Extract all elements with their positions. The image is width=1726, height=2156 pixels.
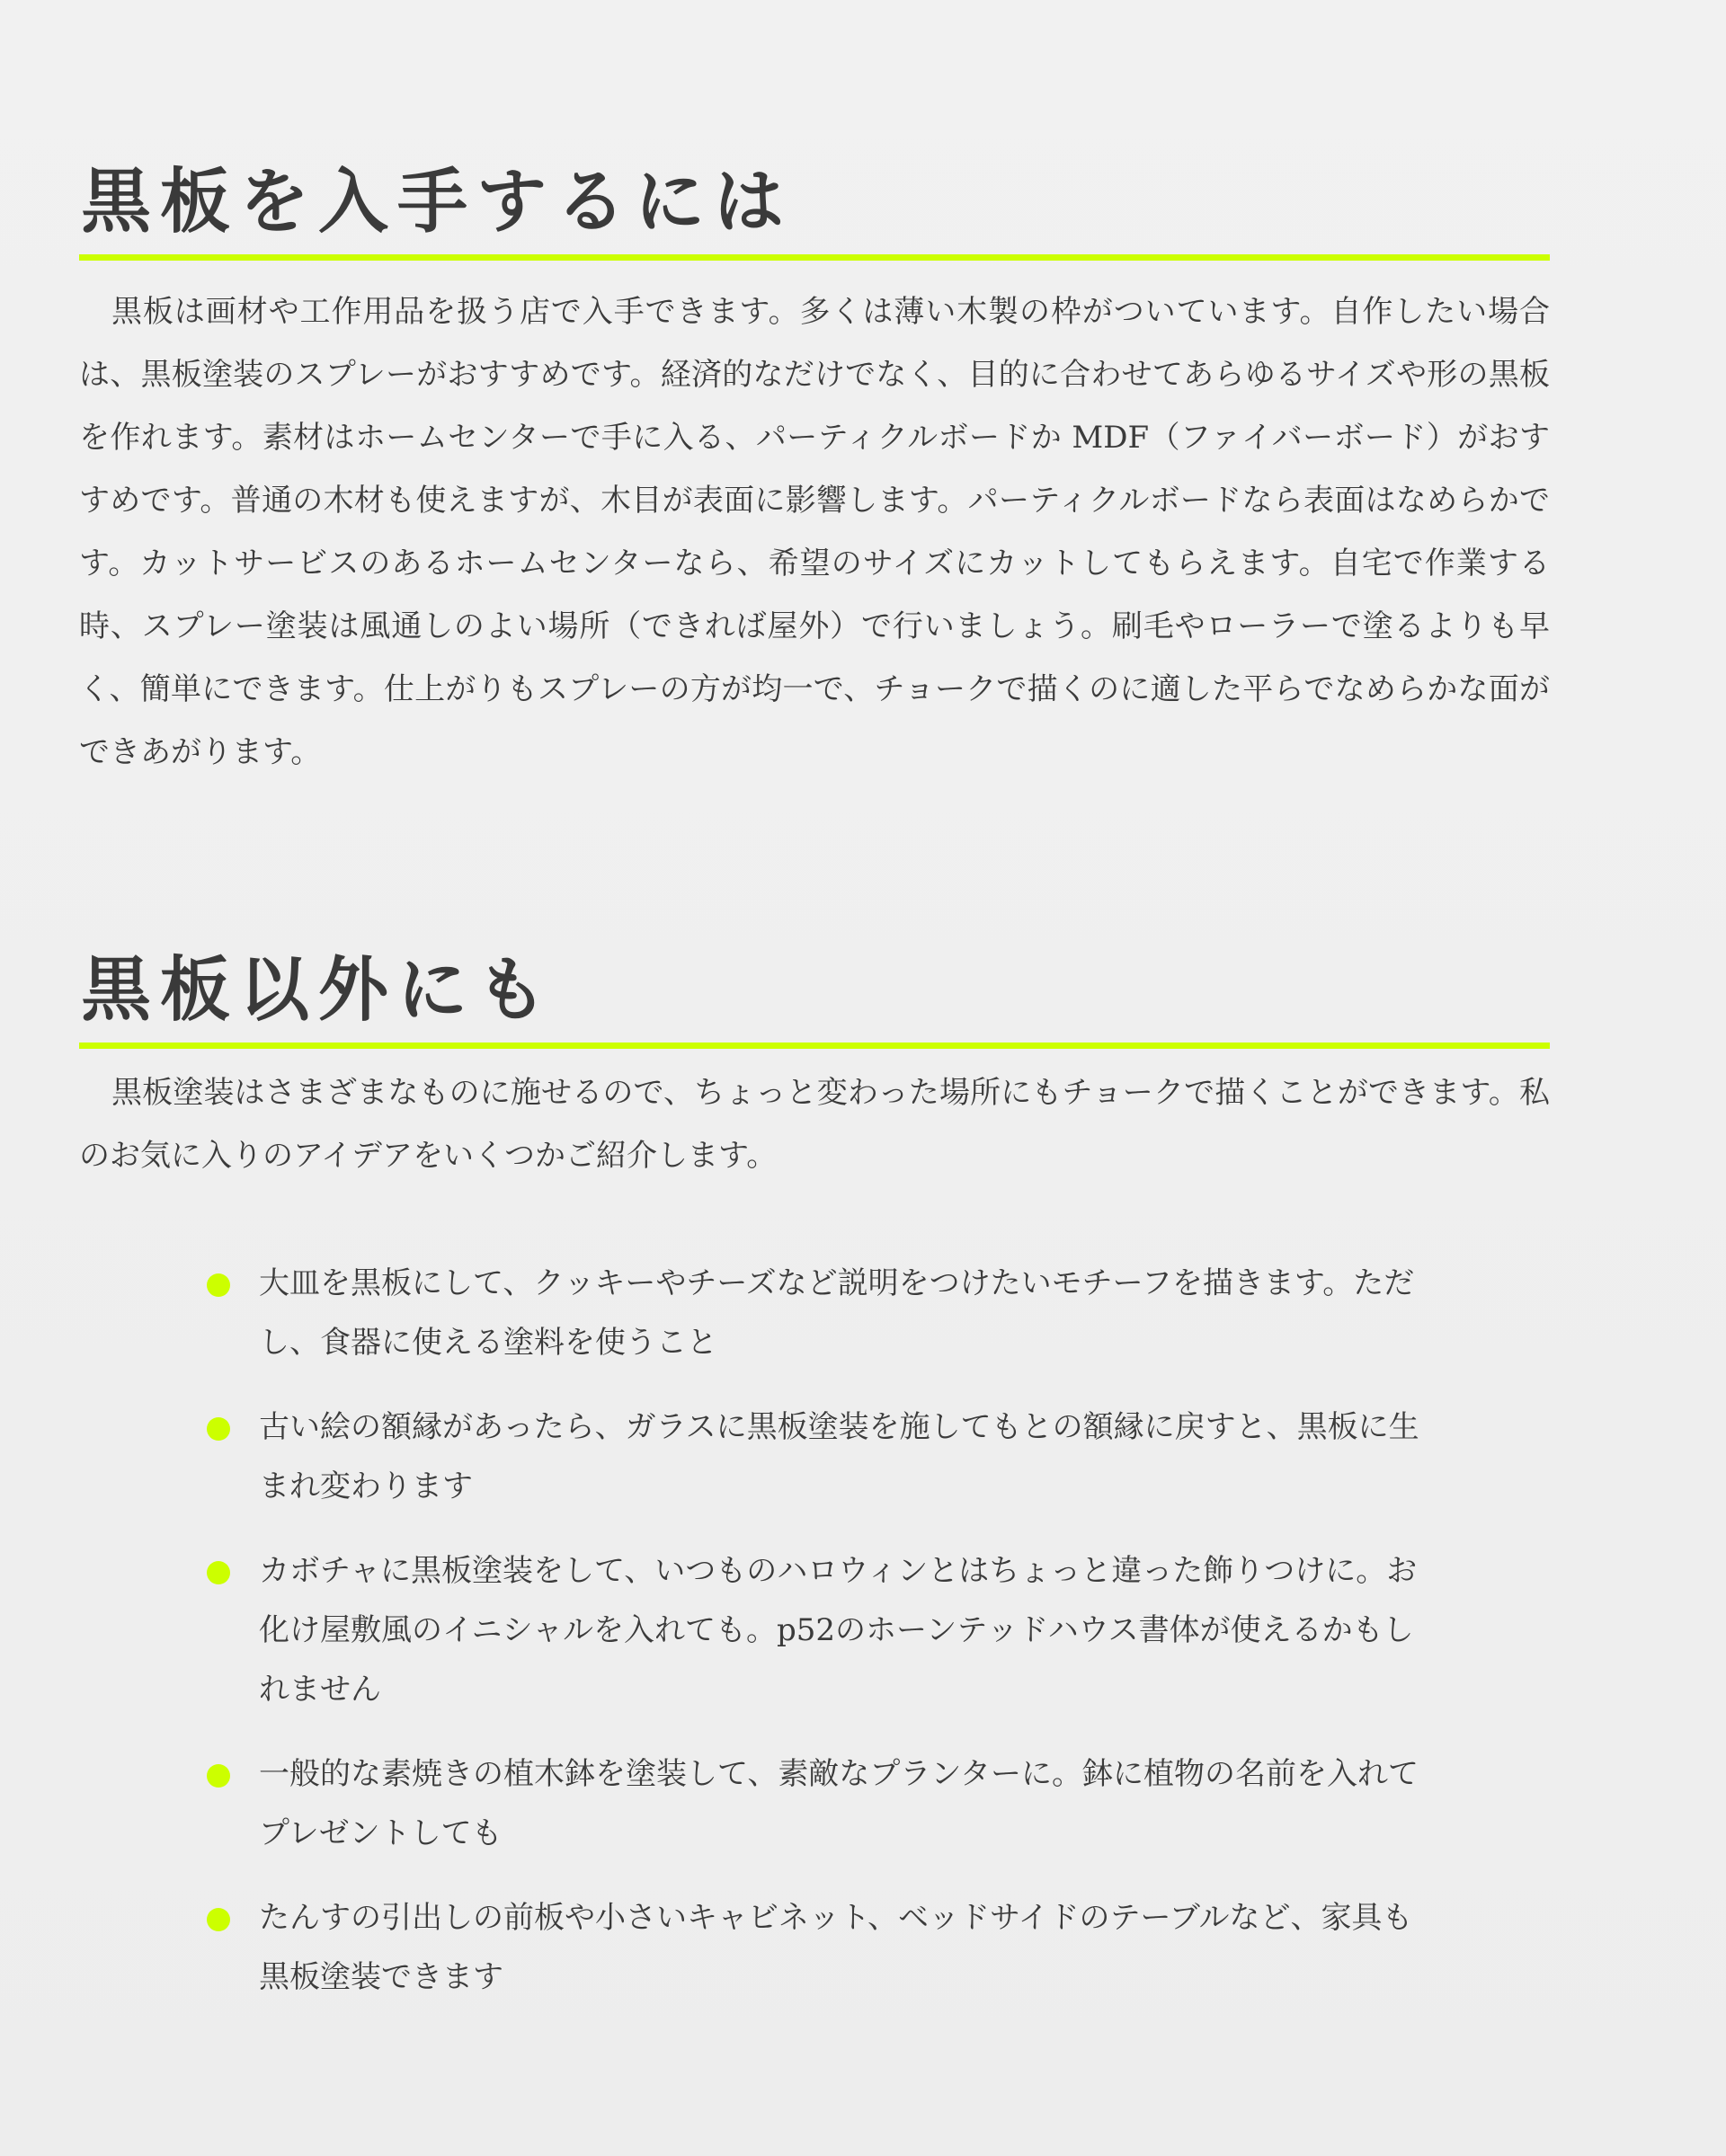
section-heading: 黒板以外にも [81,950,556,1031]
list-item-text: 古い絵の額縁があったら、ガラスに黒板塗装を施してもとの額縁に戻すと、黒板に生まれ変わります [259,1409,1419,1504]
section-obtaining-blackboard [79,157,1550,784]
section-other-than-blackboard [79,945,1550,1187]
list-item [207,1397,1438,1516]
section-paragraph: 黒板は画材や工作用品を扱う店で入手できます。多くは薄い木製の枠がついています。自作したい場合は、黒板塗装のスプレーがおすすめです。経済的なだけでなく、目的に合わせてあらゆるサイズや形の黒板を作れます。素材はホームセンターで手に入る、パーティクルボードか MDF（ファイバーボード）がおすすめです。普通の木材も使えますが、木目が表面に影響します。パーティクルボードなら表面はなめらかです。カットサービスのあるホームセンターなら、希望のサイズにカットしてもらえます。自宅で作業する時、スプレー塗装は風通しのよい場所（できれば屋外）で行いましょう。刷毛やローラーで塗るよりも早く、簡単にできます。仕上がりもスプレーの方が均一で、チョークで描くのに適した平らでなめらかな面ができあがります。 [79,294,1550,770]
bullet-dot-icon [207,1273,230,1297]
list-item-text: カボチャに黒板塗装をして、いつものハロウィンとはちょっと違った飾りつけに。お化け屋敷風のイニシャルを入れても。p52のホーンテッドハウス書体が使えるかもしれません [259,1553,1418,1708]
list-item-text: 一般的な素焼きの植木鉢を塗装して、素敵なプランターに。鉢に植物の名前を入れてプレゼントしても [259,1756,1419,1851]
bullet-dot-icon [207,1561,230,1584]
list-item [207,1888,1438,2007]
idea-list [207,1254,1438,2032]
bullet-dot-icon [207,1417,230,1441]
bullet-dot-icon [207,1764,230,1788]
section-heading: 黒板を入手するには [81,162,794,243]
heading-underline [79,254,1550,261]
section-paragraph: 黒板塗装はさまざまなものに施せるので、ちょっと変わった場所にもチョークで描くことができます。私のお気に入りのアイデアをいくつかご紹介します。 [79,1075,1550,1174]
list-item [207,1254,1438,1372]
list-item-text: たんすの引出しの前板や小さいキャビネット、ベッドサイドのテーブルなど、家具も黒板塗装できます [259,1900,1413,1995]
list-item [207,1541,1438,1719]
heading-underline [79,1043,1550,1049]
bullet-dot-icon [207,1908,230,1931]
list-item [207,1744,1438,1863]
list-item-text: 大皿を黒板にして、クッキーやチーズなど説明をつけたいモチーフを描きます。ただし、食器に使える塗料を使うこと [259,1265,1415,1361]
